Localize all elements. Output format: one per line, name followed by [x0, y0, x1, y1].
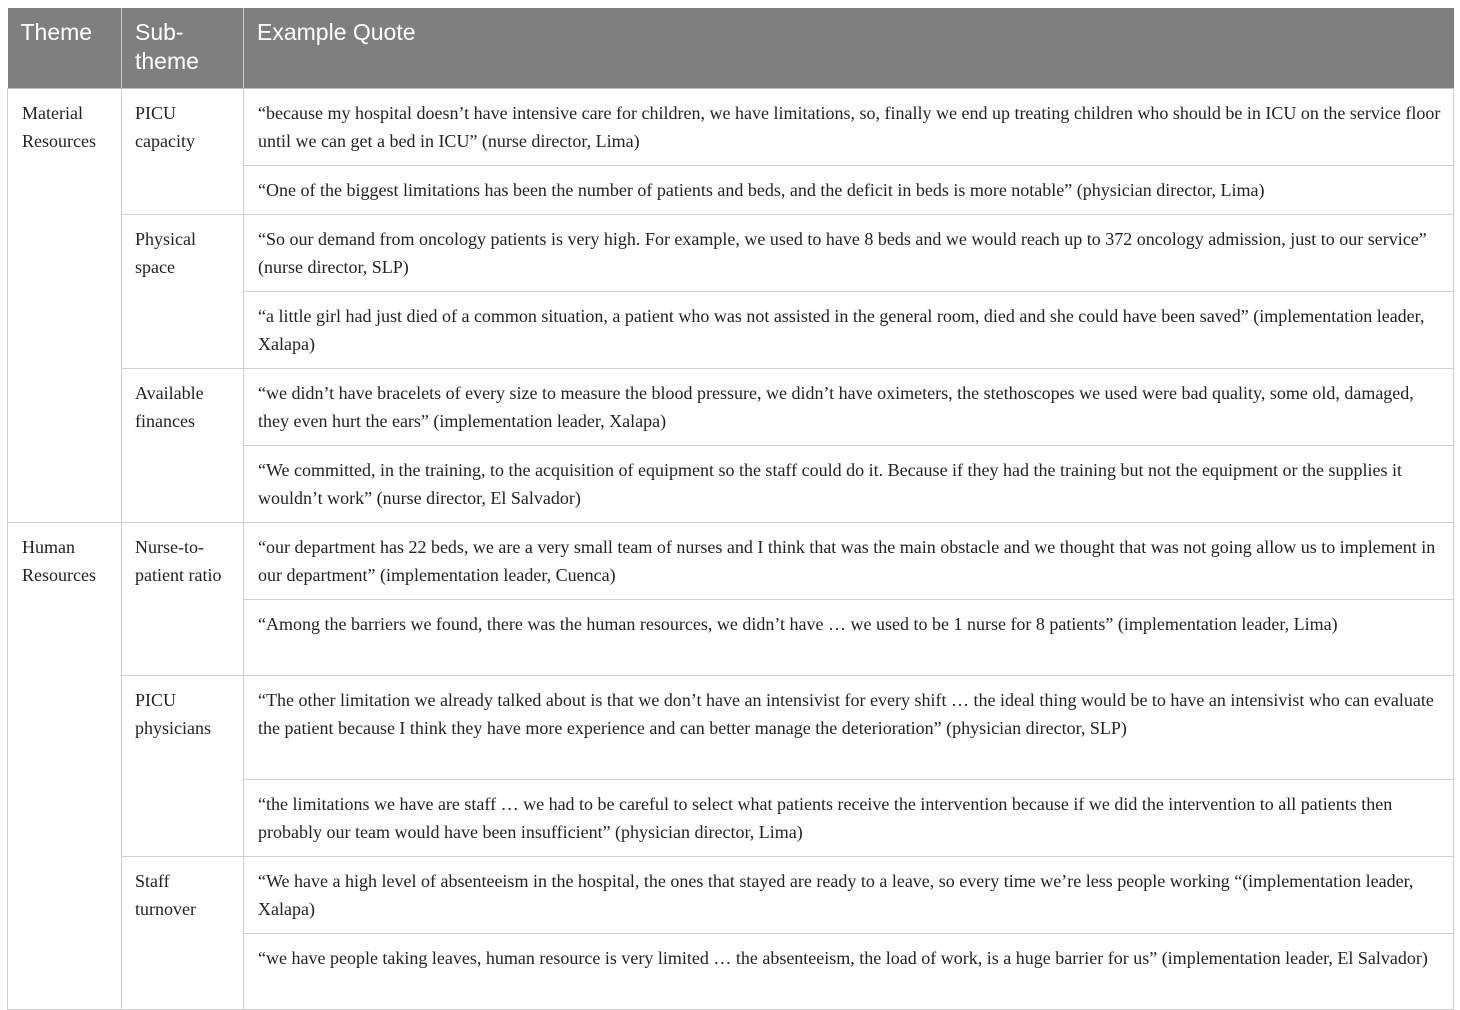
quote-cell: “we have people taking leaves, human resource is very limited … the absenteeism, the load of work, is a huge barrier for us” (implementation leader, El Salvador)	[244, 933, 1454, 1009]
subtheme-cell: Staff turnover	[122, 856, 244, 1009]
quote-cell: “a little girl had just died of a common situation, a patient who was not assisted in the general room, died and she could have been saved” (implementation leader, Xalapa)	[244, 291, 1454, 368]
header-theme: Theme	[8, 8, 122, 88]
subtheme-cell: Physical space	[122, 214, 244, 368]
subtheme-cell: Nurse-to-patient ratio	[122, 522, 244, 675]
table-row	[8, 856, 1454, 933]
table-row	[8, 675, 1454, 779]
theme-cell: Material Resources	[8, 88, 122, 522]
quote-cell: “we didn’t have bracelets of every size to measure the blood pressure, we didn’t have oximeters, the stethoscopes we used were bad quality, some old, damaged, they even hurt the ears” (implementation leader, Xalapa)	[244, 368, 1454, 445]
table-row	[8, 368, 1454, 445]
table-row	[8, 88, 1454, 165]
header-row	[8, 8, 1454, 88]
quote-cell: “the limitations we have are staff … we had to be careful to select what patients receive the intervention because if we did the intervention to all patients then probably our team would have been insufficient” (physician director, Lima)	[244, 779, 1454, 856]
subtheme-cell: PICU physicians	[122, 675, 244, 856]
quotes-table	[7, 8, 1454, 1010]
subtheme-cell: PICU capacity	[122, 88, 244, 214]
header-quote: Example Quote	[244, 8, 1454, 88]
theme-cell: Human Resources	[8, 522, 122, 1009]
quote-cell: “our department has 22 beds, we are a very small team of nurses and I think that was the main obstacle and we thought that was not going allow us to implement in our department” (implementation leader, Cuenca)	[244, 522, 1454, 599]
quote-cell: “Among the barriers we found, there was the human resources, we didn’t have … we used to be 1 nurse for 8 patients” (implementation leader, Lima)	[244, 599, 1454, 675]
table-row	[8, 214, 1454, 291]
subtheme-cell: Available finances	[122, 368, 244, 522]
header-subtheme: Sub-theme	[122, 8, 244, 88]
quote-cell: “because my hospital doesn’t have intensive care for children, we have limitations, so, finally we end up treating children who should be in ICU on the service floor until we can get a bed in ICU” (nurse director, Lima)	[244, 88, 1454, 165]
quote-cell: “So our demand from oncology patients is very high. For example, we used to have 8 beds and we would reach up to 372 oncology admission, just to our service” (nurse director, SLP)	[244, 214, 1454, 291]
quote-cell: “The other limitation we already talked about is that we don’t have an intensivist for every shift … the ideal thing would be to have an intensivist who can evaluate the patient because I think they have more experience and can better manage the deterioration” (physician director, SLP)	[244, 675, 1454, 779]
quote-cell: “One of the biggest limitations has been the number of patients and beds, and the deficit in beds is more notable” (physician director, Lima)	[244, 165, 1454, 214]
quote-cell: “We have a high level of absenteeism in the hospital, the ones that stayed are ready to a leave, so every time we’re less people working “(implementation leader, Xalapa)	[244, 856, 1454, 933]
quote-cell: “We committed, in the training, to the acquisition of equipment so the staff could do it. Because if they had the training but not the equipment or the supplies it wouldn’t work” (nurse director, El Salvador)	[244, 445, 1454, 522]
table-row	[8, 522, 1454, 599]
